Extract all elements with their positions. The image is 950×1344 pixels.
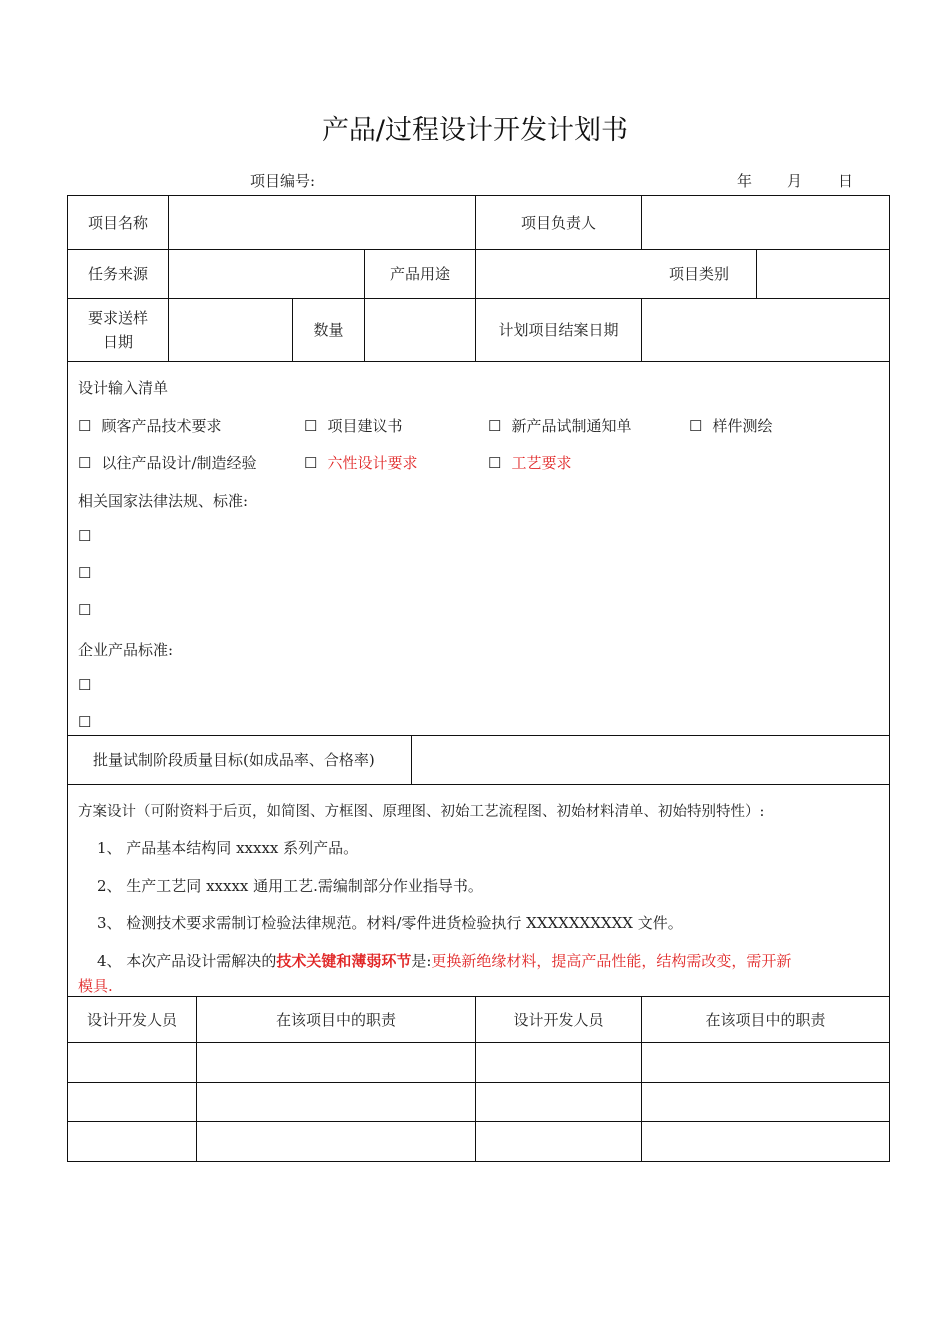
- checkbox-icon[interactable]: ☐: [304, 417, 318, 435]
- input-option-sample-mapping[interactable]: ☐ 样件测绘: [689, 417, 773, 435]
- scheme-heading: 方案设计（可附资料于后页，如简图、方框图、原理图、初始工艺流程图、初始材料清单、初始特别特性）:: [78, 804, 765, 820]
- project-name-label: 项目名称: [87, 213, 148, 232]
- law-checkbox-1[interactable]: ☐: [78, 527, 92, 545]
- quantity-label: 数量: [313, 321, 344, 339]
- sample-date-line1: 要求送样: [87, 309, 148, 327]
- staff-col-header-2: 设计开发人员: [513, 1010, 604, 1029]
- checkbox-icon[interactable]: ☐: [689, 417, 703, 435]
- input-option-process-req[interactable]: ☐ 工艺要求: [488, 454, 572, 472]
- scheme-item-1: 1、 产品基本结构同 xxxxx 系列产品。: [97, 839, 359, 857]
- checkbox-icon[interactable]: ☐: [488, 417, 502, 435]
- design-input-heading: 设计输入清单: [78, 379, 169, 397]
- input-option-customer-req[interactable]: ☐ 顾客产品技术要求: [78, 417, 222, 435]
- checkbox-icon[interactable]: ☐: [304, 454, 318, 472]
- quality-target-label: 批量试制阶段质量目标(如成品率、合格率): [93, 751, 375, 769]
- sample-date-label: [68, 299, 168, 361]
- input-option-trial-notice[interactable]: ☐ 新产品试制通知单: [488, 417, 632, 435]
- product-use-label: 产品用途: [389, 265, 450, 283]
- month-label: 月: [787, 172, 803, 190]
- enterprise-checkbox-2[interactable]: ☐: [78, 713, 92, 731]
- day-label: 日: [838, 172, 854, 190]
- duty-col-header-1: 在该项目中的职责: [275, 1010, 396, 1029]
- enterprise-checkbox-1[interactable]: ☐: [78, 676, 92, 694]
- checkbox-icon[interactable]: ☐: [78, 417, 92, 435]
- laws-standards-heading: 相关国家法律法规、标准:: [78, 492, 249, 510]
- close-date-label: 计划项目结案日期: [498, 321, 619, 339]
- task-source-label: 任务来源: [87, 265, 148, 283]
- checkbox-icon[interactable]: ☐: [78, 454, 92, 472]
- input-option-past-experience[interactable]: ☐ 以往产品设计/制造经验: [78, 454, 257, 472]
- document-title: 产品/过程设计开发计划书: [321, 115, 629, 146]
- input-option-proposal[interactable]: ☐ 项目建议书: [304, 417, 403, 435]
- input-option-six-properties[interactable]: ☐ 六性设计要求: [304, 454, 418, 472]
- checkbox-icon[interactable]: ☐: [488, 454, 502, 472]
- project-leader-label: 项目负责人: [520, 213, 596, 232]
- sample-date-line2: 日期: [102, 333, 133, 351]
- law-checkbox-3[interactable]: ☐: [78, 601, 92, 619]
- staff-col-header-1: 设计开发人员: [86, 1010, 177, 1029]
- scheme-item-3: 3、 检测技术要求需制订检验法律规范。材料/零件进货检验执行 XXXXXXXXXX 文件。: [97, 914, 683, 932]
- quality-target-cell: [68, 736, 411, 784]
- enterprise-standards-heading: 企业产品标准:: [78, 641, 174, 659]
- duty-col-header-2: 在该项目中的职责: [705, 1010, 826, 1029]
- law-checkbox-2[interactable]: ☐: [78, 564, 92, 582]
- scheme-item-2: 2、 生产工艺同 xxxxx 通用工艺.需编制部分作业指导书。: [97, 877, 483, 895]
- project-type-label: 项目类别: [668, 265, 729, 283]
- scheme-item-4: 4、 本次产品设计需解决的技术关键和薄弱环节是:更换新绝缘材料，提高产品性能，结构需改变，需开新: [97, 952, 792, 970]
- project-number-label: 项目编号:: [250, 172, 316, 190]
- key-tech-highlight: 技术关键和薄弱环节: [276, 952, 412, 970]
- scheme-item-4-continued: 模具.: [78, 977, 113, 995]
- year-label: 年: [737, 172, 753, 190]
